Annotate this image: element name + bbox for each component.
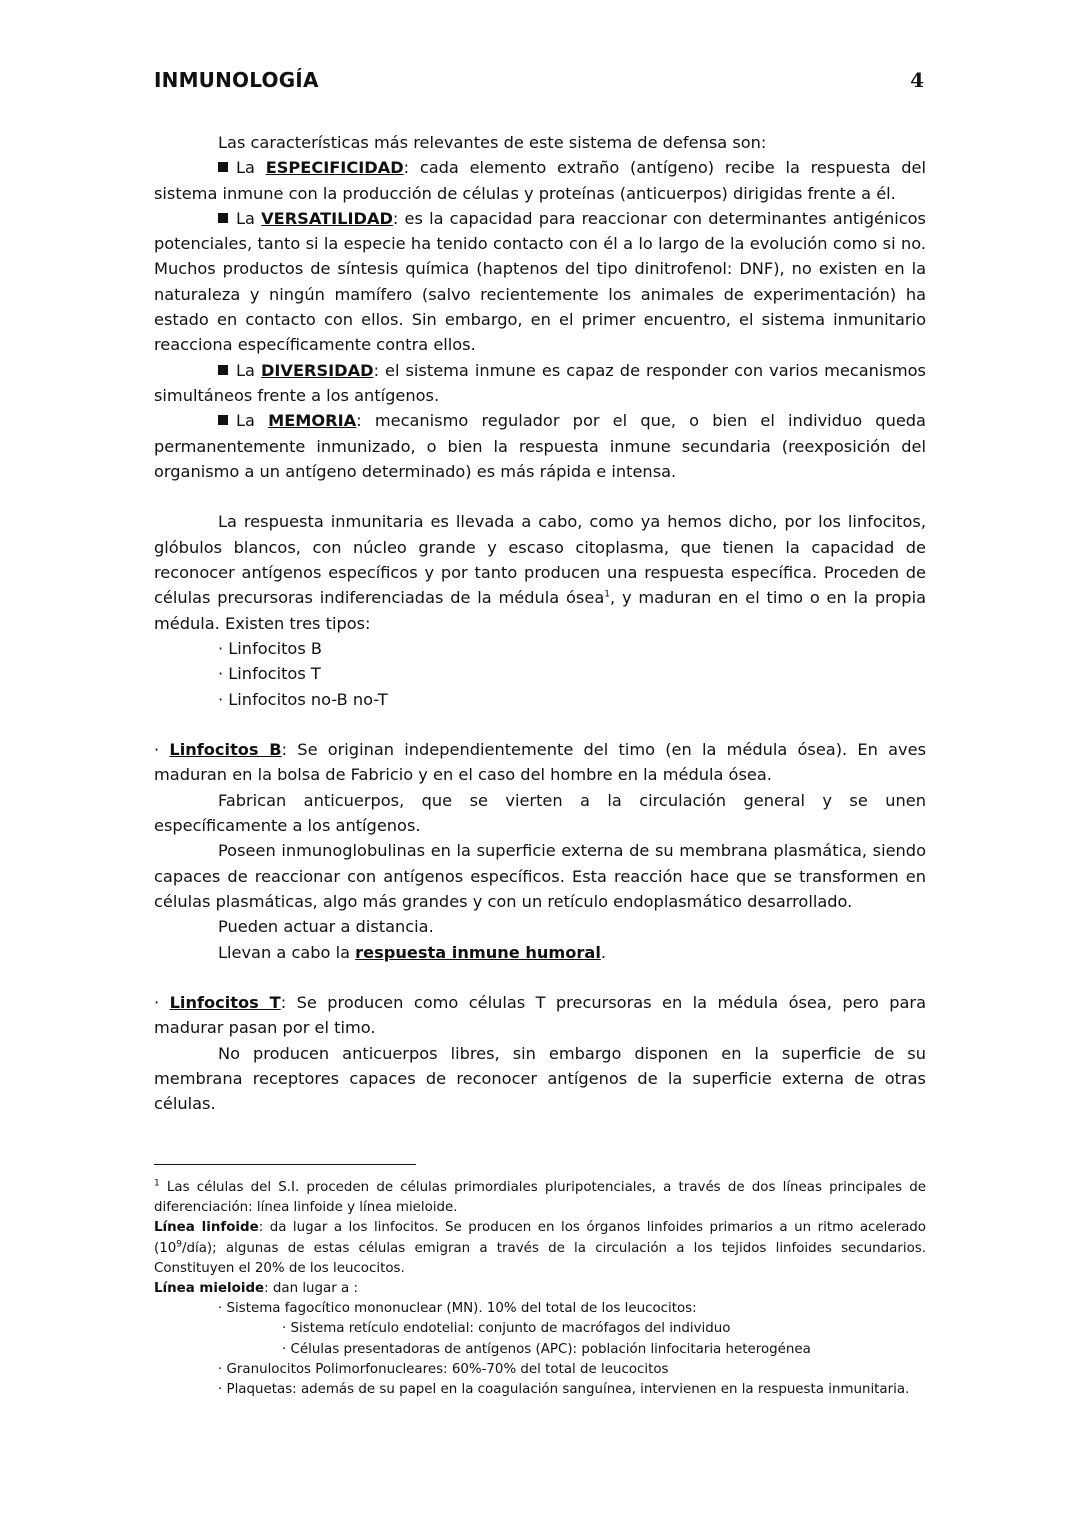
footnote-list-item: · Plaquetas: además de su papel en la coagulación sanguínea, intervienen en la respuesta inmunitaria. — [218, 1382, 910, 1398]
linfocitos-b-paragraph: Poseen inmunoglobulinas en la superficie externa de su membrana plasmática, siendo capaces de reaccionar con antígenos específicos. Esta reacción hace que se transformen en células plasmáticas, algo más grandes y con un retículo endoplasmático desarrollado. — [154, 841, 926, 911]
footnote-linfoide: Línea linfoide: da lugar a los linfocitos. Se producen en los órganos linfoides primarios a un ritmo acelerado $(10^9/día)$; algunas de estas células emigran a través de la circulación a los tejidos linfoides secundarios. Constituyen el 20% de los leucocitos. — [154, 1220, 926, 1276]
spacer — [154, 484, 926, 509]
main-text — [154, 130, 926, 1117]
footnote-paragraph: $^1$ Las células del S.I. proceden de células primordiales pluripotenciales, a través de dos líneas principales de diferenciación: línea linfoide y línea mieloide. — [154, 1178, 926, 1216]
lymphocyte-type-item: · Linfocitos no-B no-T — [218, 689, 388, 709]
response-paragraph: La respuesta inmunitaria es llevada a cabo, como ya hemos dicho, por los linfocitos, glóbulos blancos, con núcleo grande y escaso citoplasma, que tienen la capacidad de reconocer antígenos específicos y por tanto producen una respuesta específica. Proceden de células precursoras indiferenciadas de la médula ósea$^1$, y maduran en el timo o en la propia médula. Existen tres tipos: — [154, 512, 926, 633]
section-heading: Linfocitos T — [169, 993, 281, 1013]
key-term: respuesta inmune humoral — [355, 942, 601, 962]
square-bullet-icon — [218, 415, 228, 425]
feature-versatilidad: La VERSATILIDAD: es la capacidad para reaccionar con determinantes antigénicos potenciales, tanto si la especie ha tenido contacto con él a lo largo de la evolución como si no. Muchos productos de síntesis química (haptenos del tipo dinitrofenol: DNF), no existen en la naturaleza y ningún mamífero (salvo recientemente los animales de experimentación) ha estado en contacto con ellos. Sin embargo, en el primer encuentro, el sistema inmunitario reacciona específicamente contra ellos. — [154, 208, 926, 355]
section-heading: Linfocitos B — [169, 740, 282, 760]
page-header — [154, 68, 926, 98]
footnote — [154, 1178, 926, 1400]
linfocitos-t-paragraph: No producen anticuerpos libres, sin embargo disponen en la superficie de su membrana receptores capaces de reconocer antígenos de la superficie externa de otras células. — [154, 1043, 926, 1114]
lymphocyte-type-item: · Linfocitos T — [218, 664, 321, 684]
linfocitos-b-paragraph: Llevan a cabo la respuesta inmune humoral. — [218, 942, 607, 962]
footnote-reference[interactable]: 1 — [604, 589, 610, 600]
footnote-list-item: · Sistema fagocítico mononuclear (MN). 10% del total de los leucocitos: — [218, 1301, 697, 1317]
feature-especificidad: La ESPECIFICIDAD: cada elemento extraño (antígeno) recibe la respuesta del sistema inmune con la producción de células y proteínas (anticuerpos) dirigidas frente a él. — [154, 158, 926, 203]
footnote-list-item: · Células presentadoras de antígenos (APC): población linfocitaria heterogénea — [282, 1341, 811, 1357]
linfocitos-b-paragraph: Pueden actuar a distancia. — [218, 917, 434, 937]
spacer — [154, 965, 926, 990]
feature-keyword: ESPECIFICIDAD — [265, 158, 404, 178]
footnote-mark: 1 — [154, 1178, 160, 1189]
spacer — [154, 712, 926, 737]
footnote-mieloide: Línea mieloide: dan lugar a : — [154, 1281, 358, 1297]
footnote-list-item: · Sistema retículo endotelial: conjunto de macrófagos del individuo — [282, 1321, 731, 1337]
document-title: INMUNOLOGÍA — [154, 68, 319, 92]
footnote-list-item: · Granulocitos Polimorfonucleares: 60%-70% del total de leucocitos — [218, 1361, 669, 1377]
linfocitos-b-heading-paragraph: · Linfocitos B: Se originan independientemente del timo (en la médula ósea). En aves maduran en la bolsa de Fabricio y en el caso del hombre en la médula ósea. — [154, 740, 926, 785]
feature-keyword: MEMORIA — [268, 411, 357, 431]
feature-memoria: La MEMORIA: mecanismo regulador por el que, o bien el individuo queda permanentemente inmunizado, o bien la respuesta inmune secundaria (reexposición del organismo a un antígeno determinado) es más rápida e intensa. — [154, 411, 926, 481]
square-bullet-icon — [218, 365, 228, 375]
linfocitos-b-paragraph: Fabrican anticuerpos, que se vierten a la circulación general y se unen específicamente a los antígenos. — [154, 790, 926, 836]
intro-paragraph: Las características más relevantes de este sistema de defensa son: — [218, 133, 767, 152]
lymphocyte-type-item: · Linfocitos B — [218, 638, 323, 658]
feature-keyword: DIVERSIDAD — [260, 360, 374, 380]
feature-diversidad: La DIVERSIDAD: el sistema inmune es capaz de responder con varios mecanismos simultáneos frente a los antígenos. — [154, 360, 926, 405]
footnote-divider — [154, 1164, 416, 1165]
page-number: 4 — [910, 68, 924, 92]
feature-keyword: VERSATILIDAD — [261, 208, 393, 228]
square-bullet-icon — [218, 162, 228, 172]
linfocitos-t-heading-paragraph: · Linfocitos T: Se producen como células T precursoras en la médula ósea, pero para madurar pasan por el timo. — [154, 993, 927, 1038]
square-bullet-icon — [218, 213, 228, 223]
